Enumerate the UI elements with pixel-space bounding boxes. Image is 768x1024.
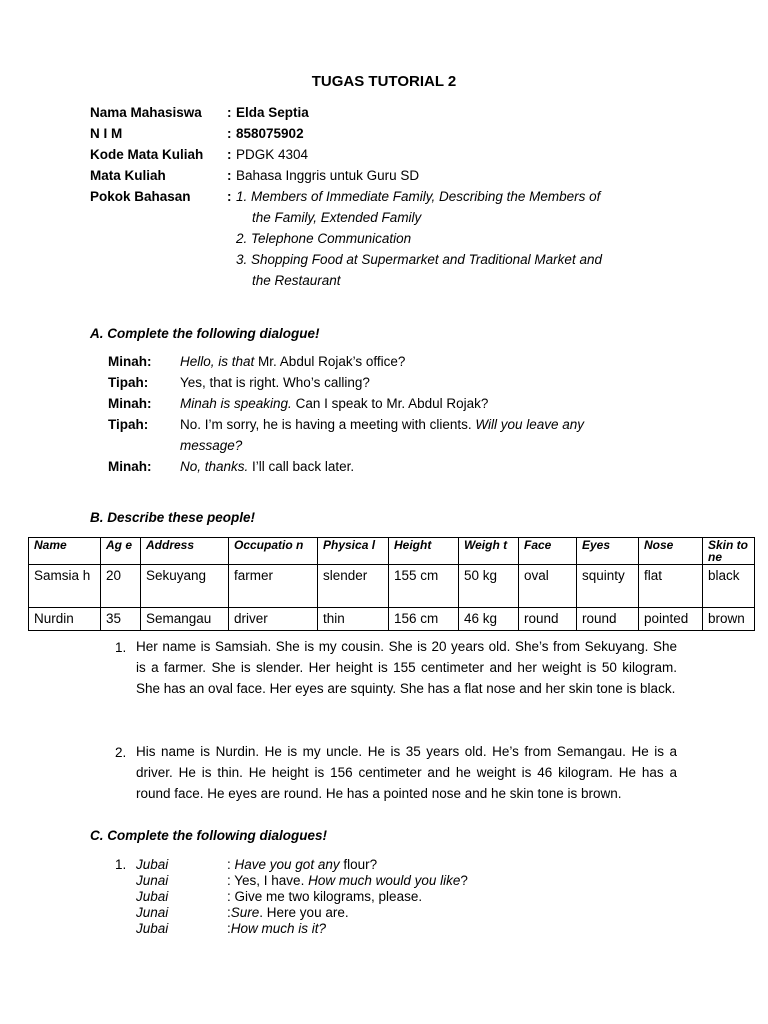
- dialogue-line: :Sure. Here you are.: [227, 905, 349, 920]
- dialogue-line: : Yes, I have. How much would you like?: [227, 873, 468, 888]
- pokok-item: the Restaurant: [252, 273, 341, 288]
- table-cell: Samsia h: [29, 565, 101, 608]
- column-header: Height: [389, 538, 459, 565]
- dialogue-line: : Give me two kilograms, please.: [227, 889, 423, 904]
- speaker-label: Tipah:: [108, 417, 149, 432]
- page-title: TUGAS TUTORIAL 2: [311, 73, 457, 90]
- table-cell: 156 cm: [389, 608, 459, 631]
- column-header: Physica l: [318, 538, 389, 565]
- dialogue-line: : Have you got any flour?: [227, 857, 378, 872]
- table-cell: 50 kg: [459, 565, 519, 608]
- speaker-label: Junai: [136, 905, 169, 920]
- table-cell: driver: [229, 608, 318, 631]
- nama-value: Elda Septia: [236, 105, 309, 120]
- description-paragraph: Her name is Samsiah. She is my cousin. She is 20 years old. She’s from Sekuyang. She is a farmer. She is slender. Her height is 155 centimeter and her weight is 50 kilogram. She has an oval face. Her eyes are squinty. She has a flat nose and her skin tone is black.: [136, 639, 677, 696]
- mata-kuliah-colon: :: [227, 168, 232, 183]
- speaker-label: Minah:: [108, 459, 152, 474]
- table-cell: thin: [318, 608, 389, 631]
- pokok-item: 2. Telephone Communication: [236, 231, 412, 246]
- pokok-item: 1. Members of Immediate Family, Describing the Members of: [236, 189, 601, 204]
- column-header: Eyes: [577, 538, 639, 565]
- table-cell: round: [519, 608, 577, 631]
- column-header: Occupatio n: [229, 538, 318, 565]
- column-header: Name: [29, 538, 101, 565]
- people-table: [28, 537, 755, 631]
- dialogue-line-continuation: message?: [180, 438, 243, 453]
- mata-kuliah-label: Mata Kuliah: [90, 168, 166, 183]
- nama-label: Nama Mahasiswa: [90, 105, 202, 120]
- table-cell: round: [577, 608, 639, 631]
- table-cell: 155 cm: [389, 565, 459, 608]
- table-row: [29, 608, 755, 631]
- dialogue-line: :How much is it?: [227, 921, 327, 936]
- table-cell: Nurdin: [29, 608, 101, 631]
- section-a-heading: A. Complete the following dialogue!: [90, 326, 320, 341]
- table-cell: brown: [703, 608, 755, 631]
- speaker-label: Junai: [136, 873, 169, 888]
- table-cell: 20: [101, 565, 141, 608]
- column-header: Skin tone: [703, 538, 755, 565]
- list-number: 1.: [115, 857, 127, 872]
- speaker-label: Minah:: [108, 396, 152, 411]
- pokok-colon: :: [227, 189, 232, 204]
- speaker-label: Tipah:: [108, 375, 149, 390]
- table-cell: squinty: [577, 565, 639, 608]
- table-cell: black: [703, 565, 755, 608]
- section-b-heading: B. Describe these people!: [90, 510, 256, 525]
- column-header: Weigh t: [459, 538, 519, 565]
- pokok-item: 3. Shopping Food at Supermarket and Traditional Market and: [236, 252, 602, 267]
- column-header: Face: [519, 538, 577, 565]
- nim-label: N I M: [90, 126, 123, 141]
- speaker-label: Minah:: [108, 354, 152, 369]
- column-header: Address: [141, 538, 229, 565]
- speaker-label: Jubai: [136, 857, 169, 872]
- column-header: Nose: [639, 538, 703, 565]
- table-cell: pointed: [639, 608, 703, 631]
- kode-label: Kode Mata Kuliah: [90, 147, 204, 162]
- speaker-label: Jubai: [136, 921, 169, 936]
- section-c-heading: C. Complete the following dialogues!: [90, 828, 328, 843]
- kode-colon: :: [227, 147, 232, 162]
- dialogue-line: Hello, is that Mr. Abdul Rojak’s office?: [180, 354, 406, 369]
- dialogue-line: No. I’m sorry, he is having a meeting with clients. Will you leave any: [180, 417, 585, 432]
- table-cell: flat: [639, 565, 703, 608]
- column-header: Ag e: [101, 538, 141, 565]
- table-cell: farmer: [229, 565, 318, 608]
- dialogue-line: No, thanks. I’ll call back later.: [180, 459, 355, 474]
- table-cell: oval: [519, 565, 577, 608]
- table-header-row: [29, 538, 755, 565]
- mata-kuliah-value: Bahasa Inggris untuk Guru SD: [236, 168, 420, 183]
- list-number: 1.: [115, 640, 127, 655]
- table-cell: 35: [101, 608, 141, 631]
- table-cell: slender: [318, 565, 389, 608]
- kode-value: PDGK 4304: [236, 147, 309, 162]
- description-paragraph: His name is Nurdin. He is my uncle. He is 35 years old. He’s from Semangau. He is a driver. He is thin. He height is 156 centimeter and he weight is 46 kilogram. He has a round face. He eyes are round. He has a pointed nose and he skin tone is brown.: [136, 744, 677, 801]
- nim-value: 858075902: [236, 126, 304, 141]
- table-cell: Sekuyang: [141, 565, 229, 608]
- speaker-label: Jubai: [136, 889, 169, 904]
- nama-colon: :: [227, 105, 232, 120]
- dialogue-line: Yes, that is right. Who’s calling?: [180, 375, 370, 390]
- pokok-item: the Family, Extended Family: [252, 210, 422, 225]
- pokok-label: Pokok Bahasan: [90, 189, 191, 204]
- list-number: 2.: [115, 745, 127, 760]
- nim-colon: :: [227, 126, 232, 141]
- table-cell: 46 kg: [459, 608, 519, 631]
- dialogue-line: Minah is speaking. Can I speak to Mr. Abdul Rojak?: [180, 396, 489, 411]
- table-cell: Semangau: [141, 608, 229, 631]
- table-row: [29, 565, 755, 608]
